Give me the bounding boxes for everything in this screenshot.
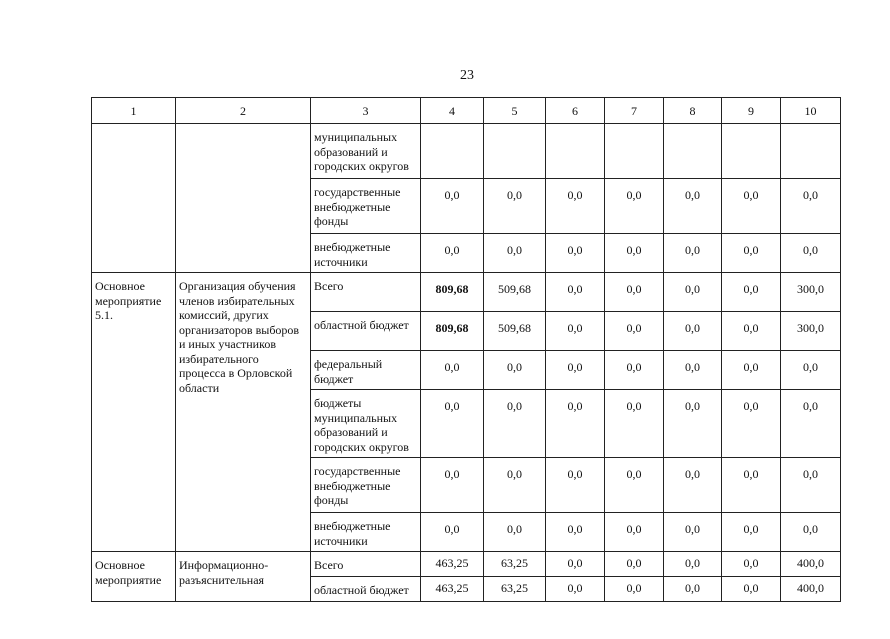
activity-label: Основное мероприятие 5.1. bbox=[92, 273, 176, 552]
value-cell: 300,0 bbox=[781, 312, 841, 351]
value-cell: 0,0 bbox=[546, 179, 605, 234]
activity-title: Информационно-разъяснительная bbox=[176, 552, 311, 602]
value-cell: 0,0 bbox=[664, 390, 722, 458]
value-cell: 0,0 bbox=[722, 458, 781, 513]
value-cell: 0,0 bbox=[546, 390, 605, 458]
header-cell: 10 bbox=[781, 98, 841, 124]
value-cell: 63,25 bbox=[484, 577, 546, 602]
value-cell: 0,0 bbox=[664, 552, 722, 577]
value-cell: 0,0 bbox=[664, 351, 722, 390]
table-row bbox=[92, 273, 841, 312]
funding-source: Всего bbox=[311, 552, 421, 577]
value-cell: 0,0 bbox=[722, 390, 781, 458]
value-cell: 463,25 bbox=[421, 552, 484, 577]
value-cell bbox=[546, 124, 605, 179]
value-cell: 0,0 bbox=[781, 179, 841, 234]
value-cell: 0,0 bbox=[605, 390, 664, 458]
value-cell: 0,0 bbox=[546, 351, 605, 390]
header-cell: 4 bbox=[421, 98, 484, 124]
activity-title-cell bbox=[176, 124, 311, 273]
value-cell: 0,0 bbox=[546, 513, 605, 552]
funding-source: государственные внебюджетные фонды bbox=[311, 179, 421, 234]
funding-source: Всего bbox=[311, 273, 421, 312]
activity-label: Основное мероприятие bbox=[92, 552, 176, 602]
value-cell: 0,0 bbox=[781, 458, 841, 513]
value-cell: 809,68 bbox=[421, 273, 484, 312]
value-cell: 0,0 bbox=[605, 312, 664, 351]
activity-label-cell bbox=[92, 124, 176, 273]
funding-source: внебюджетные источники bbox=[311, 513, 421, 552]
table-row bbox=[92, 124, 841, 179]
table-row bbox=[92, 552, 841, 577]
activity-title: Организация обучения членов избирательных комиссий, других организаторов выборов и иных участников избирательного процесса в Орловской области bbox=[176, 273, 311, 552]
value-cell: 0,0 bbox=[722, 577, 781, 602]
header-row bbox=[92, 98, 841, 124]
value-cell: 0,0 bbox=[664, 273, 722, 312]
value-cell: 809,68 bbox=[421, 312, 484, 351]
value-cell: 0,0 bbox=[546, 552, 605, 577]
value-cell: 0,0 bbox=[781, 513, 841, 552]
value-cell: 0,0 bbox=[605, 458, 664, 513]
value-cell: 509,68 bbox=[484, 273, 546, 312]
value-cell: 0,0 bbox=[421, 458, 484, 513]
value-cell bbox=[722, 124, 781, 179]
value-cell: 0,0 bbox=[722, 179, 781, 234]
value-cell: 0,0 bbox=[605, 179, 664, 234]
funding-source: государственные внебюджетные фонды bbox=[311, 458, 421, 513]
header-cell: 7 bbox=[605, 98, 664, 124]
value-cell: 0,0 bbox=[664, 458, 722, 513]
value-cell: 0,0 bbox=[484, 234, 546, 273]
value-cell: 0,0 bbox=[664, 234, 722, 273]
value-cell: 0,0 bbox=[664, 179, 722, 234]
value-cell: 0,0 bbox=[722, 351, 781, 390]
value-cell: 0,0 bbox=[664, 312, 722, 351]
funding-source: областной бюджет bbox=[311, 577, 421, 602]
value-cell: 0,0 bbox=[605, 234, 664, 273]
value-cell: 0,0 bbox=[484, 179, 546, 234]
value-cell: 0,0 bbox=[781, 351, 841, 390]
value-cell: 0,0 bbox=[605, 351, 664, 390]
value-cell bbox=[484, 124, 546, 179]
value-cell: 0,0 bbox=[722, 513, 781, 552]
value-cell: 0,0 bbox=[546, 577, 605, 602]
value-cell: 0,0 bbox=[484, 390, 546, 458]
page-number: 23 bbox=[460, 68, 474, 83]
value-cell: 0,0 bbox=[421, 351, 484, 390]
value-cell bbox=[781, 124, 841, 179]
value-cell: 0,0 bbox=[722, 234, 781, 273]
funding-source: федеральный бюджет bbox=[311, 351, 421, 390]
value-cell: 400,0 bbox=[781, 577, 841, 602]
value-cell bbox=[605, 124, 664, 179]
header-cell: 9 bbox=[722, 98, 781, 124]
value-cell: 0,0 bbox=[722, 552, 781, 577]
value-cell: 400,0 bbox=[781, 552, 841, 577]
value-cell: 509,68 bbox=[484, 312, 546, 351]
value-cell: 0,0 bbox=[484, 513, 546, 552]
value-cell: 0,0 bbox=[421, 390, 484, 458]
value-cell: 0,0 bbox=[605, 513, 664, 552]
value-cell bbox=[421, 124, 484, 179]
header-cell: 6 bbox=[546, 98, 605, 124]
value-cell: 0,0 bbox=[421, 234, 484, 273]
value-cell: 0,0 bbox=[546, 273, 605, 312]
value-cell: 463,25 bbox=[421, 577, 484, 602]
value-cell: 0,0 bbox=[664, 513, 722, 552]
value-cell: 0,0 bbox=[546, 458, 605, 513]
value-cell: 0,0 bbox=[664, 577, 722, 602]
header-cell: 1 bbox=[92, 98, 176, 124]
header-cell: 8 bbox=[664, 98, 722, 124]
budget-table bbox=[91, 97, 841, 602]
value-cell: 0,0 bbox=[421, 179, 484, 234]
funding-source: областной бюджет bbox=[311, 312, 421, 351]
value-cell: 0,0 bbox=[722, 273, 781, 312]
value-cell: 0,0 bbox=[421, 513, 484, 552]
value-cell: 0,0 bbox=[605, 273, 664, 312]
header-cell: 5 bbox=[484, 98, 546, 124]
funding-source: бюджеты муниципальных образований и городских округов bbox=[311, 390, 421, 458]
value-cell: 0,0 bbox=[605, 552, 664, 577]
value-cell bbox=[664, 124, 722, 179]
value-cell: 0,0 bbox=[484, 351, 546, 390]
funding-source: внебюджетные источники bbox=[311, 234, 421, 273]
value-cell: 300,0 bbox=[781, 273, 841, 312]
funding-source: муниципальных образований и городских округов bbox=[311, 124, 421, 179]
value-cell: 0,0 bbox=[605, 577, 664, 602]
value-cell: 63,25 bbox=[484, 552, 546, 577]
header-cell: 2 bbox=[176, 98, 311, 124]
value-cell: 0,0 bbox=[781, 234, 841, 273]
value-cell: 0,0 bbox=[546, 234, 605, 273]
value-cell: 0,0 bbox=[546, 312, 605, 351]
value-cell: 0,0 bbox=[781, 390, 841, 458]
value-cell: 0,0 bbox=[484, 458, 546, 513]
value-cell: 0,0 bbox=[722, 312, 781, 351]
header-cell: 3 bbox=[311, 98, 421, 124]
